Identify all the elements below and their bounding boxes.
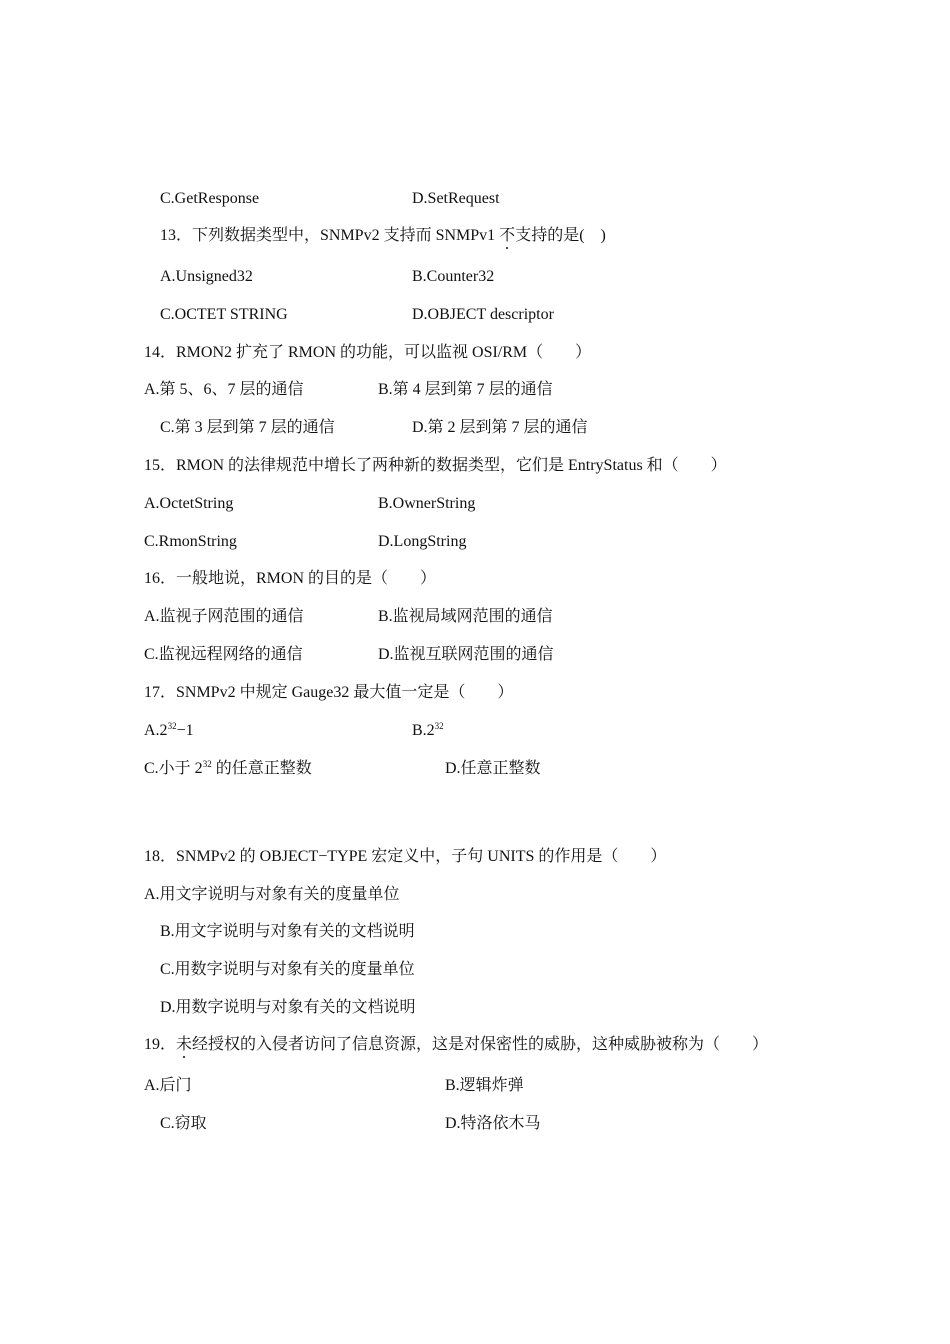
q13-option-a: A.Unsigned32 (160, 268, 253, 285)
q16-stem: 16．一般地说，RMON 的目的是（ ） (144, 570, 437, 587)
q17-stem: 17．SNMPv2 中规定 Gauge32 最大值一定是（ ） (144, 684, 514, 701)
q14-option-d: D.第 2 层到第 7 层的通信 (412, 419, 588, 436)
q12-option-c: C.GetResponse (160, 190, 260, 207)
q14-option-a: A.第 5、6、7 层的通信 (144, 381, 304, 398)
q12-option-d: D.SetRequest (412, 190, 500, 207)
q18-option-b: B.用文字说明与对象有关的文档说明 (160, 923, 415, 940)
q17-option-a-rest: −1 (176, 722, 194, 739)
q18-option-d: D.用数字说明与对象有关的文档说明 (160, 999, 416, 1016)
q17-option-b (412, 721, 444, 741)
q16-option-d: D.监视互联网范围的通信 (378, 646, 554, 663)
q15-option-d: D.LongString (378, 533, 467, 550)
q19-stem-pre: 19． (144, 1036, 177, 1053)
q13-stem-emphasis: 不 (499, 227, 516, 244)
q14-option-b: B.第 4 层到第 7 层的通信 (378, 381, 553, 398)
q17-option-a (144, 721, 194, 741)
q14-stem: 14．RMON2 扩充了 RMON 的功能，可以监视 OSI/RM（ ） (144, 344, 592, 361)
q15-option-a: A.OctetString (144, 495, 234, 512)
q19-stem-emphasis: 未 (176, 1036, 193, 1053)
q19-option-c: C.窃取 (160, 1115, 207, 1132)
q17-option-b-base: B.2 (412, 722, 435, 739)
q17-option-c-base: C.小于 2 (144, 760, 203, 777)
q17-option-c (144, 759, 312, 779)
q17-option-c-rest: 的任意正整数 (211, 760, 312, 777)
q16-option-a: A.监视子网范围的通信 (144, 608, 304, 625)
q18-option-c: C.用数字说明与对象有关的度量单位 (160, 961, 415, 978)
q16-option-b: B.监视局域网范围的通信 (378, 608, 553, 625)
q18-option-a: A.用文字说明与对象有关的度量单位 (144, 886, 400, 903)
q17-option-d: D.任意正整数 (445, 760, 541, 777)
q18-stem: 18．SNMPv2 的 OBJECT−TYPE 宏定义中，子句 UNITS 的作用是（ ） (144, 848, 667, 865)
q19-option-a: A.后门 (144, 1077, 192, 1094)
q13-option-d: D.OBJECT descriptor (412, 306, 554, 323)
q13-stem (160, 226, 606, 246)
q19-option-d: D.特洛依木马 (445, 1115, 541, 1132)
q15-stem: 15．RMON 的法律规范中增长了两种新的数据类型，它们是 EntryStatus 和（ ） (144, 457, 727, 474)
q17-option-a-exponent: 32 (167, 721, 177, 731)
q13-stem-post: 支持的是( ) (515, 227, 606, 244)
q13-option-b: B.Counter32 (412, 268, 495, 285)
q19-stem-post: 经授权的入侵者访问了信息资源，这是对保密性的威胁，这种威胁被称为（ ） (192, 1036, 769, 1053)
q19-option-b: B.逻辑炸弹 (445, 1077, 524, 1094)
q16-option-c: C.监视远程网络的通信 (144, 646, 303, 663)
q13-stem-pre: 13．下列数据类型中，SNMPv2 支持而 SNMPv1 (160, 227, 500, 244)
q15-option-c: C.RmonString (144, 533, 237, 550)
q17-option-c-exponent: 32 (202, 759, 212, 769)
q13-option-c: C.OCTET STRING (160, 306, 288, 323)
q19-stem (144, 1035, 768, 1055)
q14-option-c: C.第 3 层到第 7 层的通信 (160, 419, 335, 436)
q15-option-b: B.OwnerString (378, 495, 476, 512)
q17-option-a-base: A.2 (144, 722, 168, 739)
q17-option-b-exponent: 32 (434, 721, 444, 731)
